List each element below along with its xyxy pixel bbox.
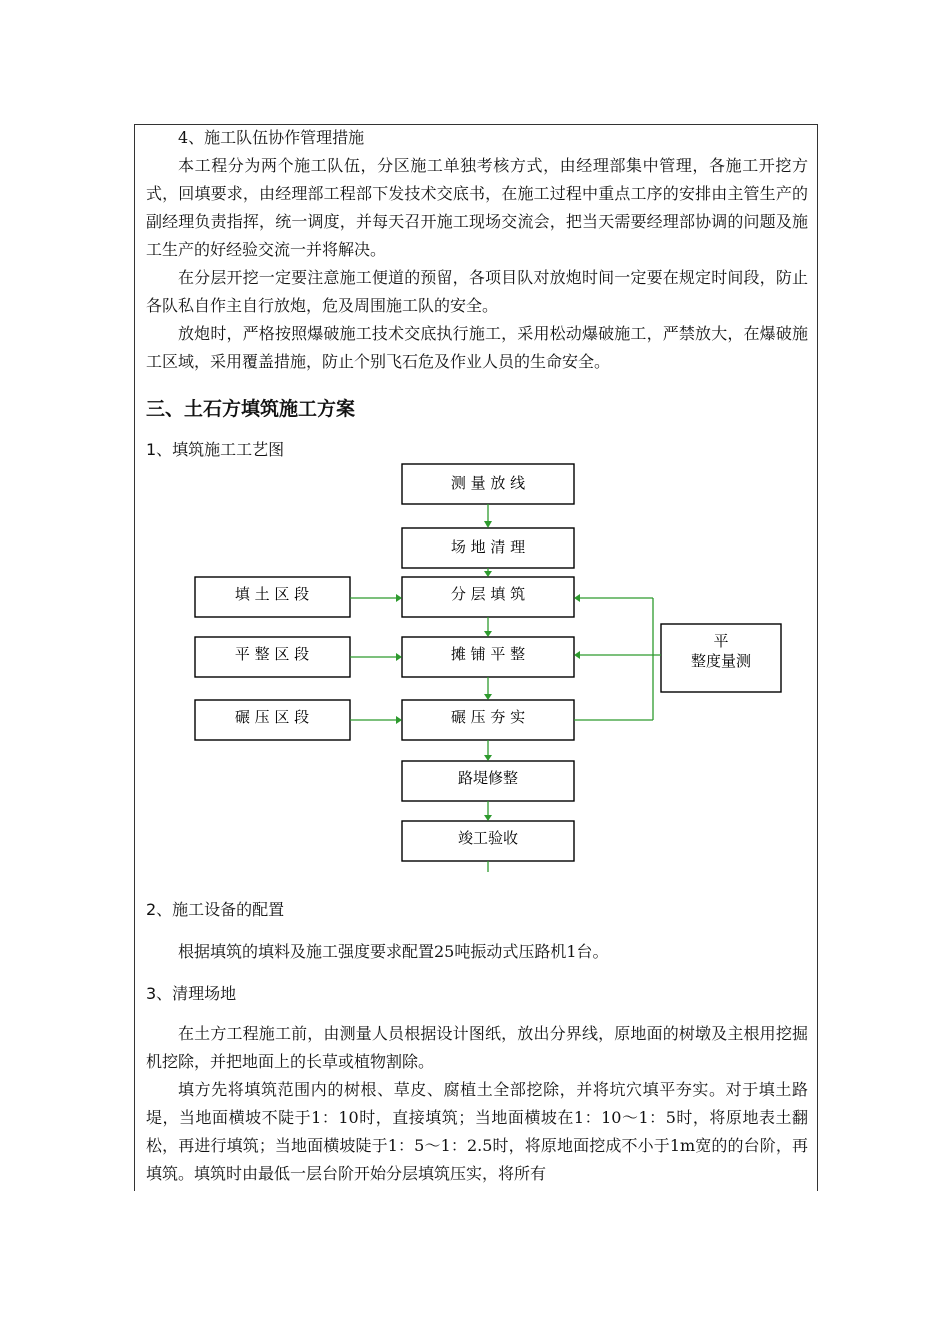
flow-step-compaction xyxy=(402,700,574,740)
flow-input-level-section-label: 平 整 区 段 xyxy=(234,645,310,663)
flow-step-acceptance xyxy=(402,821,574,861)
flow-step-spreading-label: 摊 铺 平 整 xyxy=(450,645,526,663)
flow-input-compact-section xyxy=(195,700,350,740)
clearing-heading: 3、清理场地 xyxy=(146,984,237,1003)
flow-flatness-measure-line2: 整度量测 xyxy=(690,652,752,670)
flow-flatness-measure-line1: 平 xyxy=(713,632,729,650)
clearing-para1: 在土方工程施工前，由测量人员根据设计图纸，放出分界线，原地面的树墩及主根用挖掘机挖除，并把地面上的长草或植物割除。 xyxy=(146,1024,808,1071)
flow-step-clearing xyxy=(402,528,574,568)
flow-step-acceptance-label: 竣工验收 xyxy=(457,829,519,847)
flow-step-clearing-label: 场 地 清 理 xyxy=(450,538,526,556)
flow-step-layered-fill xyxy=(402,577,574,617)
flow-input-fill-section xyxy=(195,577,350,617)
equipment-text: 根据填筑的填料及施工强度要求配置25吨振动式压路机1台。 xyxy=(178,942,609,961)
flow-step-trimming xyxy=(402,761,574,801)
flow-step-trimming-label: 路堤修整 xyxy=(457,769,519,787)
equipment-heading: 2、施工设备的配置 xyxy=(146,900,285,919)
flow-input-level-section xyxy=(195,637,350,677)
flow-step-survey xyxy=(402,464,574,504)
clearing-para2: 填方先将填筑范围内的树根、草皮、腐植土全部挖除，并将坑穴填平夯实。对于填土路堤，当地面横坡不陡于1：10时，直接填筑；当地面横坡在1：10～1：5时，将原地表土翻松，再进行填筑；当地面横坡陡于1：5～1：2.5时，将原地面挖成不小于1m宽的的台阶，再填筑。填筑时由最低一层台阶开始分层填筑压实，将所有 xyxy=(146,1080,808,1183)
flow-step-layered-fill-label: 分 层 填 筑 xyxy=(450,585,526,603)
section4-para1: 本工程分为两个施工队伍，分区施工单独考核方式，由经理部集中管理，各施工开挖方式，回填要求，由经理部工程部下发技术交底书，在施工过程中重点工序的安排由主管生产的副经理负责指挥，统一调度，并每天召开施工现场交流会，把当天需要经理部协调的问题及施工生产的好经验交流一并将解决。 xyxy=(146,156,808,259)
flowchart-heading: 1、填筑施工工艺图 xyxy=(146,440,285,459)
flow-input-fill-section-label: 填 土 区 段 xyxy=(234,585,310,603)
flow-step-spreading xyxy=(402,637,574,677)
section4-para2: 在分层开挖一定要注意施工便道的预留，各项目队对放炮时间一定要在规定时间段，防止各队私自作主自行放炮，危及周围施工队的安全。 xyxy=(146,268,808,315)
flow-step-compaction-label: 碾 压 夯 实 xyxy=(450,708,526,726)
section-title: 三、土石方填筑施工方案 xyxy=(146,398,356,420)
section4-para3: 放炮时，严格按照爆破施工技术交底执行施工，采用松动爆破施工，严禁放大，在爆破施工区域，采用覆盖措施，防止个别飞石危及作业人员的生命安全。 xyxy=(146,324,808,371)
flow-flatness-measure xyxy=(661,624,781,692)
flow-input-compact-section-label: 碾 压 区 段 xyxy=(234,708,310,726)
flow-step-survey-label: 测 量 放 线 xyxy=(450,474,526,492)
section4-heading: 4、施工队伍协作管理措施 xyxy=(178,128,365,147)
